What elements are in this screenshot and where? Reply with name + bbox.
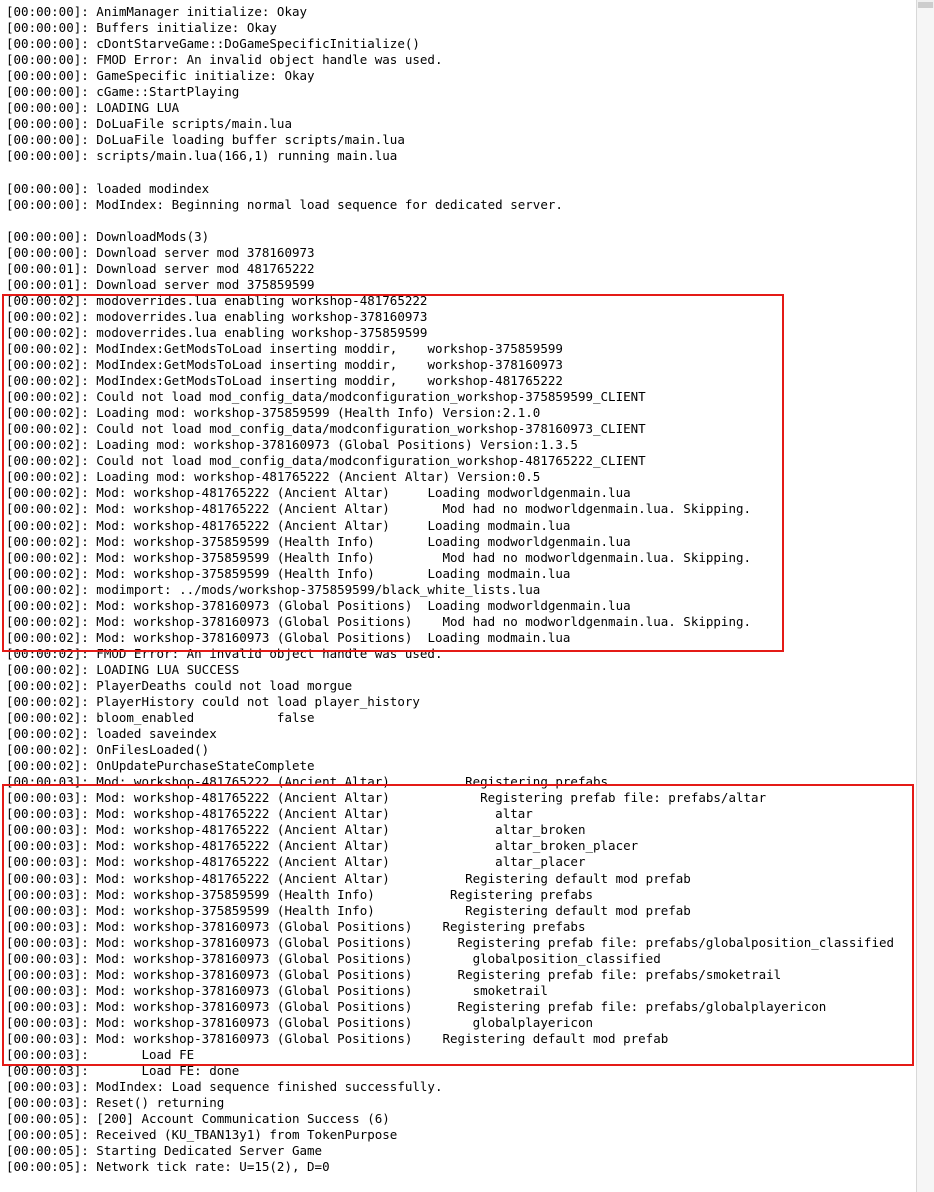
- log-line: [00:00:02]: ModIndex:GetModsToLoad inserting moddir, workshop-481765222: [6, 373, 563, 389]
- log-line: [00:00:00]: cGame::StartPlaying: [6, 84, 240, 100]
- log-line: [00:00:02]: Loading mod: workshop-378160973 (Global Positions) Version:1.3.5: [6, 437, 578, 453]
- log-line-container: [6, 4, 934, 1175]
- log-line: [00:00:02]: PlayerDeaths could not load morgue: [6, 677, 353, 693]
- log-line: [00:00:02]: FMOD Error: An invalid object handle was used.: [6, 645, 443, 661]
- log-line: [00:00:01]: Download server mod 481765222: [6, 260, 315, 276]
- log-line: [00:00:00]: DownloadMods(3): [6, 228, 210, 244]
- log-line: [00:00:03]: Load FE: done: [6, 1063, 240, 1079]
- log-line: [00:00:05]: Network tick rate: U=15(2), D=0: [6, 1159, 330, 1175]
- log-line: [00:00:02]: bloom_enabled false: [6, 710, 315, 726]
- log-line: [00:00:00]: Buffers initialize: Okay: [6, 20, 277, 36]
- log-line: [00:00:02]: PlayerHistory could not load player_history: [6, 694, 420, 710]
- log-line: [00:00:00]: loaded modindex: [6, 180, 210, 196]
- log-line: [00:00:02]: Mod: workshop-481765222 (Ancient Altar) Loading modmain.lua: [6, 517, 571, 533]
- log-line: [00:00:03]: Mod: workshop-378160973 (Global Positions) Registering prefab file: prefabs/globalposition_classified: [6, 934, 895, 950]
- log-line: [00:00:00]: Download server mod 378160973: [6, 244, 315, 260]
- log-line-blank: [6, 213, 934, 229]
- log-line: [00:00:02]: modoverrides.lua enabling workshop-378160973: [6, 308, 428, 324]
- log-line: [00:00:02]: Mod: workshop-378160973 (Global Positions) Mod had no modworldgenmain.lua. Skipping.: [6, 613, 752, 629]
- window-left-edge: [0, 0, 2, 1192]
- log-line: [00:00:00]: AnimManager initialize: Okay: [6, 4, 308, 19]
- log-line: [00:00:02]: modoverrides.lua enabling workshop-375859599: [6, 324, 428, 340]
- log-line: [00:00:02]: LOADING LUA SUCCESS: [6, 661, 240, 677]
- log-line: [00:00:03]: Mod: workshop-378160973 (Global Positions) globalplayericon: [6, 1014, 594, 1030]
- log-line: [00:00:02]: Mod: workshop-375859599 (Health Info) Loading modworldgenmain.lua: [6, 533, 631, 549]
- vertical-scrollbar[interactable]: [916, 0, 934, 1192]
- log-line: [00:00:02]: Mod: workshop-375859599 (Health Info) Mod had no modworldgenmain.lua. Skipping.: [6, 549, 752, 565]
- log-line: [00:00:02]: OnFilesLoaded(): [6, 742, 210, 758]
- log-line: [00:00:02]: Loading mod: workshop-375859599 (Health Info) Version:2.1.0: [6, 405, 541, 421]
- log-line: [00:00:00]: cDontStarveGame::DoGameSpecificInitialize(): [6, 36, 420, 52]
- log-line: [00:00:03]: Load FE: [6, 1047, 195, 1063]
- log-line: [00:00:03]: Mod: workshop-481765222 (Ancient Altar) Registering prefab file: prefabs/altar: [6, 790, 767, 806]
- log-line: [00:00:03]: Mod: workshop-378160973 (Global Positions) globalposition_classified: [6, 950, 661, 966]
- log-line: [00:00:03]: Mod: workshop-481765222 (Ancient Altar) Registering prefabs: [6, 774, 609, 790]
- log-line: [00:00:03]: Mod: workshop-481765222 (Ancient Altar) altar_broken_placer: [6, 838, 639, 854]
- log-line: [00:00:00]: ModIndex: Beginning normal load sequence for dedicated server.: [6, 196, 563, 212]
- log-line: [00:00:03]: Mod: workshop-375859599 (Health Info) Registering default mod prefab: [6, 902, 691, 918]
- log-line: [00:00:03]: Mod: workshop-481765222 (Ancient Altar) Registering default mod prefab: [6, 870, 691, 886]
- log-line: [00:00:01]: Download server mod 375859599: [6, 276, 315, 292]
- log-line: [00:00:05]: Starting Dedicated Server Game: [6, 1143, 323, 1159]
- log-line: [00:00:00]: scripts/main.lua(166,1) running main.lua: [6, 148, 398, 164]
- log-line: [00:00:02]: modimport: ../mods/workshop-375859599/black_white_lists.lua: [6, 581, 541, 597]
- log-line: [00:00:03]: Mod: workshop-378160973 (Global Positions) Registering prefabs: [6, 918, 586, 934]
- log-line: [00:00:02]: OnUpdatePurchaseStateComplete: [6, 758, 315, 774]
- log-line: [00:00:02]: Could not load mod_config_data/modconfiguration_workshop-375859599_CLIENT: [6, 389, 646, 405]
- log-line: [00:00:02]: modoverrides.lua enabling workshop-481765222: [6, 292, 428, 308]
- log-line: [00:00:00]: LOADING LUA: [6, 100, 180, 116]
- log-line: [00:00:00]: GameSpecific initialize: Okay: [6, 68, 315, 84]
- scrollbar-track[interactable]: [917, 8, 934, 1192]
- log-line-blank: [6, 164, 934, 180]
- log-line: [00:00:05]: Received (KU_TBAN13y1) from TokenPurpose: [6, 1127, 398, 1143]
- log-line: [00:00:02]: ModIndex:GetModsToLoad inserting moddir, workshop-375859599: [6, 340, 563, 356]
- log-line: [00:00:02]: Mod: workshop-481765222 (Ancient Altar) Loading modworldgenmain.lua: [6, 485, 631, 501]
- log-line: [00:00:02]: Mod: workshop-378160973 (Global Positions) Loading modworldgenmain.lua: [6, 597, 631, 613]
- log-line: [00:00:02]: ModIndex:GetModsToLoad inserting moddir, workshop-378160973: [6, 357, 563, 373]
- scrollbar-thumb[interactable]: [918, 2, 933, 8]
- log-line: [00:00:03]: Mod: workshop-378160973 (Global Positions) Registering default mod prefab: [6, 1031, 669, 1046]
- log-line: [00:00:02]: loaded saveindex: [6, 726, 217, 742]
- log-line: [00:00:02]: Mod: workshop-378160973 (Global Positions) Loading modmain.lua: [6, 629, 571, 645]
- log-line: [00:00:05]: [200] Account Communication Success (6): [6, 1111, 390, 1127]
- log-line: [00:00:03]: Mod: workshop-481765222 (Ancient Altar) altar: [6, 806, 533, 822]
- log-line: [00:00:03]: Mod: workshop-481765222 (Ancient Altar) altar_placer: [6, 854, 586, 870]
- log-line: [00:00:03]: Reset() returning: [6, 1095, 225, 1111]
- log-line: [00:00:02]: Mod: workshop-481765222 (Ancient Altar) Mod had no modworldgenmain.lua. Skipping.: [6, 501, 752, 517]
- log-line: [00:00:00]: DoLuaFile loading buffer scripts/main.lua: [6, 132, 405, 148]
- log-line: [00:00:03]: Mod: workshop-375859599 (Health Info) Registering prefabs: [6, 886, 594, 902]
- log-line: [00:00:02]: Could not load mod_config_data/modconfiguration_workshop-378160973_CLIENT: [6, 421, 646, 437]
- log-line: [00:00:03]: Mod: workshop-378160973 (Global Positions) smoketrail: [6, 982, 548, 998]
- log-line: [00:00:03]: Mod: workshop-481765222 (Ancient Altar) altar_broken: [6, 822, 586, 838]
- log-line: [00:00:03]: Mod: workshop-378160973 (Global Positions) Registering prefab file: prefabs/smoketrail: [6, 966, 782, 982]
- log-line: [00:00:00]: FMOD Error: An invalid object handle was used.: [6, 52, 443, 68]
- log-line: [00:00:02]: Mod: workshop-375859599 (Health Info) Loading modmain.lua: [6, 565, 571, 581]
- log-line: [00:00:02]: Could not load mod_config_data/modconfiguration_workshop-481765222_CLIENT: [6, 453, 646, 469]
- log-line: [00:00:00]: DoLuaFile scripts/main.lua: [6, 116, 292, 132]
- log-line: [00:00:03]: ModIndex: Load sequence finished successfully.: [6, 1079, 443, 1095]
- log-line: [00:00:02]: Loading mod: workshop-481765222 (Ancient Altar) Version:0.5: [6, 469, 541, 485]
- log-line: [00:00:03]: Mod: workshop-378160973 (Global Positions) Registering prefab file: prefabs/globalplayericon: [6, 998, 827, 1014]
